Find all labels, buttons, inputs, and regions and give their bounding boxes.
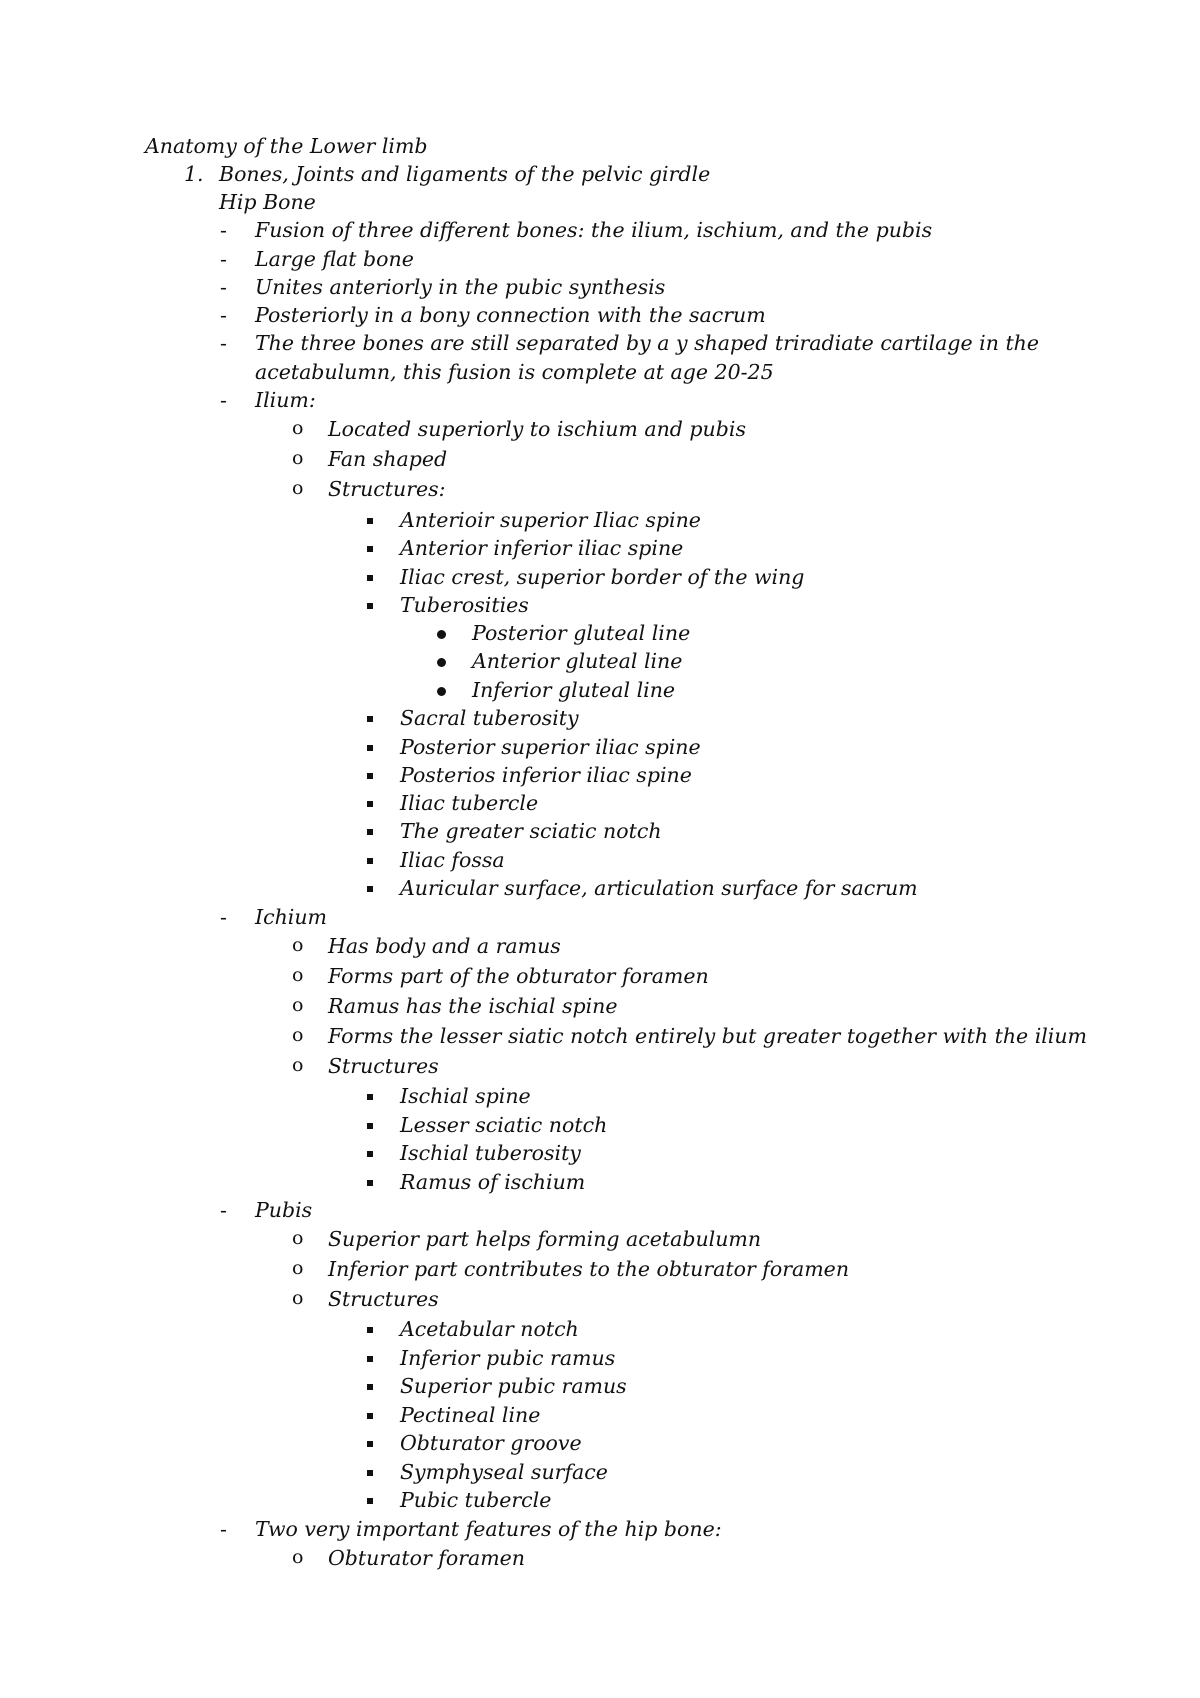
dash-bullet: - bbox=[220, 1198, 227, 1222]
list-item bbox=[0, 1431, 1200, 1459]
square-bullet bbox=[367, 745, 373, 751]
list-item-text: Structures bbox=[328, 1054, 439, 1078]
list-item bbox=[0, 649, 1200, 677]
dash-bullet: - bbox=[220, 247, 227, 271]
list-item-text: Located superiorly to ischium and pubis bbox=[328, 417, 746, 441]
dash-bullet: - bbox=[220, 275, 227, 299]
list-item bbox=[0, 1287, 1200, 1315]
features-heading-line bbox=[0, 1517, 1200, 1545]
square-bullet bbox=[367, 575, 373, 581]
square-bullet bbox=[367, 1356, 373, 1362]
list-item-text: Forms the lesser siatic notch entirely but greater together with the ilium bbox=[328, 1024, 1088, 1048]
list-item-text: Iliac crest, superior border of the wing bbox=[400, 565, 805, 589]
list-item-text: Unites anteriorly in the pubic synthesis bbox=[255, 275, 666, 299]
square-bullet bbox=[367, 546, 373, 552]
list-item-text: Large flat bone bbox=[255, 247, 414, 271]
list-item bbox=[0, 876, 1200, 904]
list-item-text: Has body and a ramus bbox=[328, 934, 561, 958]
list-item bbox=[0, 1488, 1200, 1516]
list-item bbox=[0, 1317, 1200, 1345]
list-item-text: Posterior superior iliac spine bbox=[400, 735, 701, 759]
list-item-text: Structures bbox=[328, 1287, 439, 1311]
square-bullet bbox=[367, 1094, 373, 1100]
list-item bbox=[0, 1257, 1200, 1285]
list-item-text: The three bones are still separated by a y shaped triradiate cartilage in the bbox=[255, 331, 1040, 355]
list-item bbox=[0, 1084, 1200, 1112]
square-bullet bbox=[367, 858, 373, 864]
list-item-text: Iliac fossa bbox=[400, 848, 505, 872]
list-item bbox=[0, 763, 1200, 791]
circle-bullet: o bbox=[292, 1287, 304, 1309]
circle-bullet: o bbox=[292, 447, 304, 469]
list-item-text: Ramus has the ischial spine bbox=[328, 994, 618, 1018]
square-bullet bbox=[367, 1498, 373, 1504]
square-bullet bbox=[367, 716, 373, 722]
square-bullet bbox=[367, 1151, 373, 1157]
list-item-text: Anterior gluteal line bbox=[472, 649, 683, 673]
square-bullet bbox=[367, 1180, 373, 1186]
ischium-heading-line bbox=[0, 905, 1200, 933]
ilium-heading-line bbox=[0, 388, 1200, 416]
section-heading-line bbox=[0, 162, 1200, 190]
list-item-text: Fusion of three different bones: the ilium, ischium, and the pubis bbox=[255, 218, 933, 242]
list-item-text: Acetabular notch bbox=[400, 1317, 579, 1341]
list-item bbox=[0, 1546, 1200, 1574]
list-item-text: Sacral tuberosity bbox=[400, 706, 579, 730]
list-item-text: Superior part helps forming acetabulumn bbox=[328, 1227, 762, 1251]
list-item-text: Forms part of the obturator foramen bbox=[328, 964, 709, 988]
circle-bullet: o bbox=[292, 1546, 304, 1568]
square-bullet bbox=[367, 603, 373, 609]
list-item-text: Posterios inferior iliac spine bbox=[400, 763, 692, 787]
square-bullet bbox=[367, 886, 373, 892]
subheading: Hip Bone bbox=[219, 190, 316, 214]
list-item-text: Fan shaped bbox=[328, 447, 448, 471]
square-bullet bbox=[367, 1384, 373, 1390]
list-item bbox=[0, 247, 1200, 275]
doc-title-line bbox=[0, 134, 1200, 162]
square-bullet bbox=[367, 829, 373, 835]
features-heading: Two very important features of the hip bone: bbox=[255, 1517, 722, 1541]
square-bullet bbox=[367, 773, 373, 779]
circle-bullet: o bbox=[292, 417, 304, 439]
square-bullet bbox=[367, 1327, 373, 1333]
disc-bullet bbox=[437, 658, 446, 667]
circle-bullet: o bbox=[292, 1227, 304, 1249]
list-item-text: Pectineal line bbox=[400, 1403, 541, 1427]
list-item-text: The greater sciatic notch bbox=[400, 819, 662, 843]
circle-bullet: o bbox=[292, 1257, 304, 1279]
list-item bbox=[0, 964, 1200, 992]
pubis-heading: Pubis bbox=[255, 1198, 313, 1222]
circle-bullet: o bbox=[292, 1054, 304, 1076]
list-item bbox=[0, 1403, 1200, 1431]
circle-bullet: o bbox=[292, 1024, 304, 1046]
circle-bullet: o bbox=[292, 477, 304, 499]
ilium-heading: Ilium: bbox=[255, 388, 316, 412]
square-bullet bbox=[367, 1441, 373, 1447]
list-item bbox=[0, 1113, 1200, 1141]
list-item bbox=[0, 275, 1200, 303]
square-bullet bbox=[367, 801, 373, 807]
disc-bullet bbox=[437, 630, 446, 639]
list-item-continuation bbox=[0, 360, 1200, 388]
ischium-heading: Ichium bbox=[255, 905, 327, 929]
section-heading: Bones, Joints and ligaments of the pelvic girdle bbox=[219, 162, 711, 186]
dash-bullet: - bbox=[220, 303, 227, 327]
list-item bbox=[0, 735, 1200, 763]
list-item bbox=[0, 331, 1200, 359]
list-item bbox=[0, 1227, 1200, 1255]
circle-bullet: o bbox=[292, 994, 304, 1016]
dash-bullet: - bbox=[220, 1517, 227, 1541]
list-item-text: Obturator groove bbox=[400, 1431, 582, 1455]
pubis-heading-line bbox=[0, 1198, 1200, 1226]
list-item-text: acetabulumn, this fusion is complete at age 20-25 bbox=[255, 360, 774, 384]
square-bullet bbox=[367, 1123, 373, 1129]
square-bullet bbox=[367, 518, 373, 524]
list-item-text: Ischial spine bbox=[400, 1084, 531, 1108]
list-item-text: Lesser sciatic notch bbox=[400, 1113, 608, 1137]
list-item bbox=[0, 819, 1200, 847]
circle-bullet: o bbox=[292, 964, 304, 986]
list-item-text: Inferior part contributes to the obturator foramen bbox=[328, 1257, 850, 1281]
list-item-text: Anterioir superior Iliac spine bbox=[400, 508, 701, 532]
list-item bbox=[0, 477, 1200, 505]
list-item bbox=[0, 848, 1200, 876]
dash-bullet: - bbox=[220, 218, 227, 242]
list-item-text: Superior pubic ramus bbox=[400, 1374, 627, 1398]
list-item bbox=[0, 417, 1200, 445]
list-item bbox=[0, 1346, 1200, 1374]
list-item bbox=[0, 791, 1200, 819]
list-item-text: Structures: bbox=[328, 477, 446, 501]
list-item-text: Symphyseal surface bbox=[400, 1460, 608, 1484]
list-item bbox=[0, 447, 1200, 475]
list-item bbox=[0, 536, 1200, 564]
list-item bbox=[0, 303, 1200, 331]
section-number: 1. bbox=[184, 162, 204, 186]
list-item bbox=[0, 994, 1200, 1022]
dash-bullet: - bbox=[220, 388, 227, 412]
list-item-text: Ischial tuberosity bbox=[400, 1141, 581, 1165]
list-item bbox=[0, 1374, 1200, 1402]
list-item bbox=[0, 621, 1200, 649]
dash-bullet: - bbox=[220, 905, 227, 929]
list-item bbox=[0, 1054, 1200, 1082]
circle-bullet: o bbox=[292, 934, 304, 956]
list-item bbox=[0, 1141, 1200, 1169]
list-item-text: Inferior pubic ramus bbox=[400, 1346, 616, 1370]
list-item bbox=[0, 1460, 1200, 1488]
list-item bbox=[0, 508, 1200, 536]
list-item bbox=[0, 678, 1200, 706]
list-item-text: Iliac tubercle bbox=[400, 791, 539, 815]
list-item bbox=[0, 934, 1200, 962]
list-item-text: Auricular surface, articulation surface for sacrum bbox=[400, 876, 918, 900]
square-bullet bbox=[367, 1413, 373, 1419]
list-item-text: Anterior inferior iliac spine bbox=[400, 536, 684, 560]
square-bullet bbox=[367, 1470, 373, 1476]
doc-title: Anatomy of the Lower limb bbox=[145, 134, 428, 158]
list-item bbox=[0, 218, 1200, 246]
list-item bbox=[0, 565, 1200, 593]
list-item-text: Posteriorly in a bony connection with the sacrum bbox=[255, 303, 766, 327]
disc-bullet bbox=[437, 687, 446, 696]
list-item-text: Inferior gluteal line bbox=[472, 678, 676, 702]
list-item-text: Posterior gluteal line bbox=[472, 621, 691, 645]
subheading-line bbox=[0, 190, 1200, 218]
dash-bullet: - bbox=[220, 331, 227, 355]
list-item bbox=[0, 706, 1200, 734]
list-item-text: Obturator foramen bbox=[328, 1546, 526, 1570]
list-item-text: Ramus of ischium bbox=[400, 1170, 586, 1194]
list-item bbox=[0, 1170, 1200, 1198]
list-item-text: Tuberosities bbox=[400, 593, 529, 617]
list-item-text: Pubic tubercle bbox=[400, 1488, 552, 1512]
list-item bbox=[0, 593, 1200, 621]
list-item bbox=[0, 1024, 1200, 1052]
